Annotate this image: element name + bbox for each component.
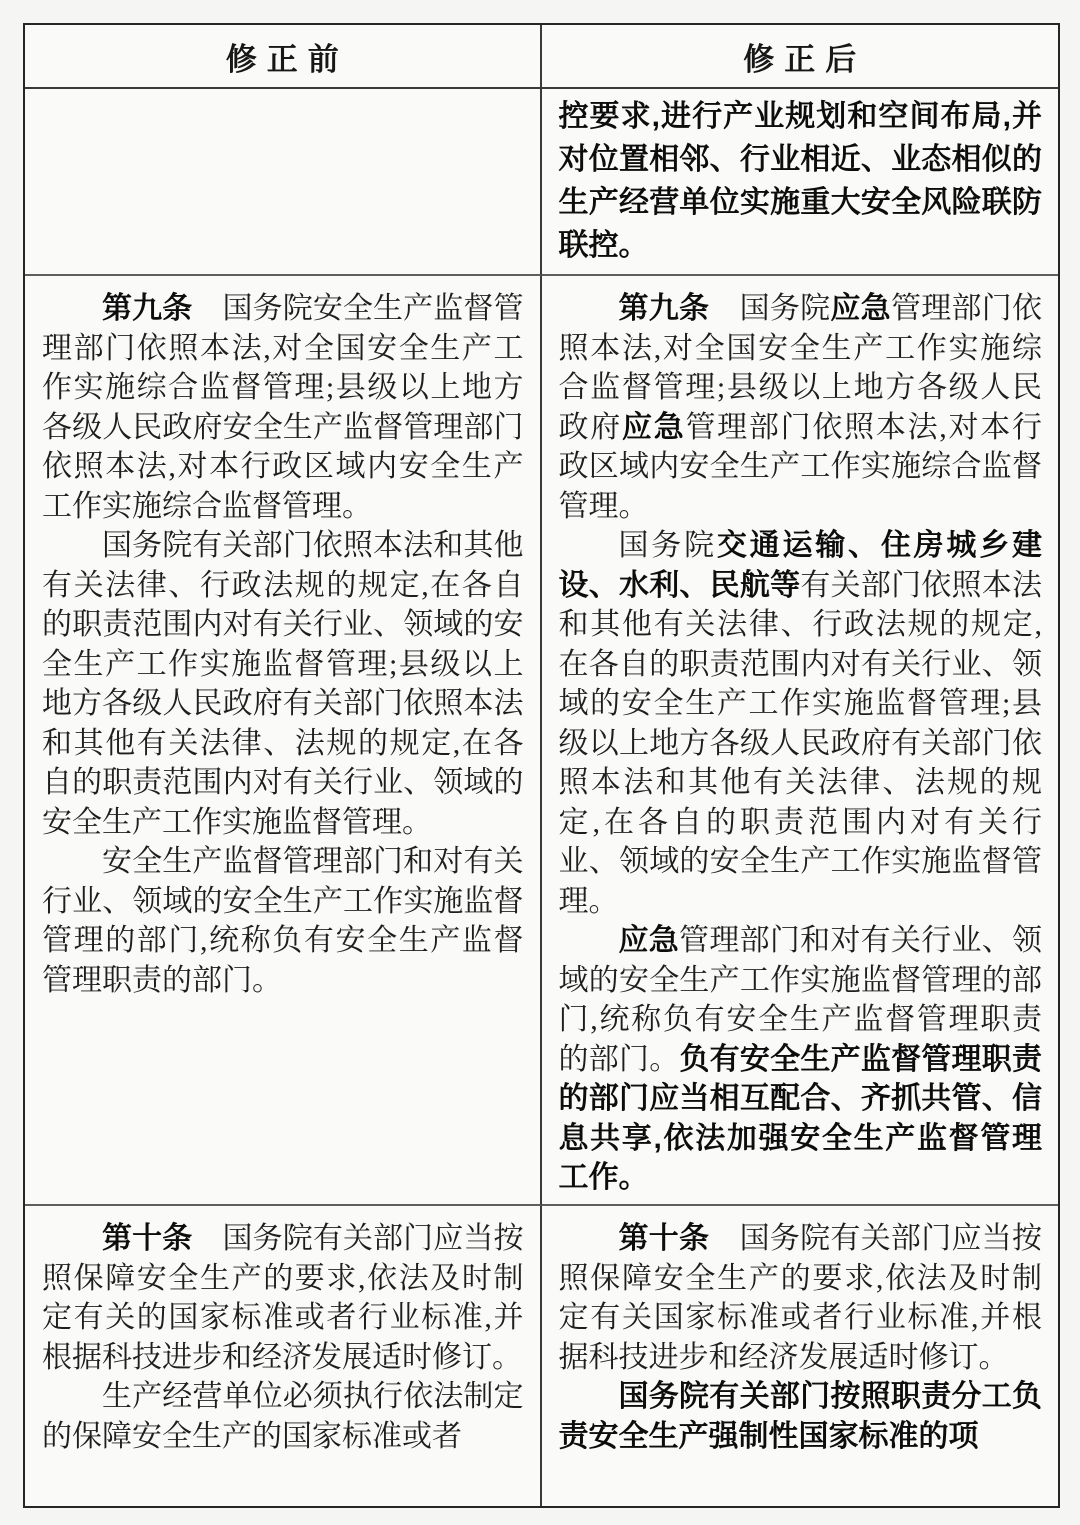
paragraph [559,921,1043,1198]
paragraph [559,526,1043,921]
emphasized-text-run: 应急 [830,292,891,325]
text-run: 国务院有关部门应当按照保障安全生产的要求,依法及时制定有关国家标准或者行业标准,并根据科技进步和经济发展适时修订。 [558,1222,1043,1374]
cell-before-row1 [25,89,542,276]
cell-before-row2 [25,276,542,1206]
text-run: 国务院有关部门依照本法和其他有关法律、行政法规的规定,在各自的职责范围内对有关行业、领域的安全生产工作实施监督管理;县级以上地方各级人民政府有关部门依照本法和其他有关法律、法规的规定,在各自的职责范围内对有关行业、领域的安全生产工作实施监督管理。 [42,529,524,839]
paragraph [42,1377,524,1456]
text-run: 国务院 [709,292,831,325]
paragraph [42,526,524,842]
text-run: 国务院有关部门应当按照保障安全生产的要求,依法及时制定有关的国家标准或者行业标准,并根据科技进步和经济发展适时修订。 [42,1222,524,1374]
emphasized-text-run: 应急 [621,410,686,444]
paragraph [42,1219,524,1377]
emphasized-text-run: 负有安全生产监督管理职责的部门应当相互配合、齐抓共管、信息共享,依法加强安全生产监督管理工作。 [558,1042,1043,1194]
comparison-table [23,23,1060,1508]
paragraph [559,95,1043,267]
text-run: 国务院安全生产监督管理部门依照本法,对全国安全生产工作实施综合监督管理;县级以上地方各级人民政府安全生产监督管理部门依照本法,对本行政区域内安全生产工作实施综合监督管理。 [42,292,524,523]
cell-before-row3 [25,1206,542,1506]
header-cell-after: 修正后 [542,25,1059,89]
emphasized-text-run: 控要求,进行产业规划和空间布局,并对位置相邻、行业相近、业态相似的生产经营单位实施重大安全风险联防联控。 [558,100,1042,262]
emphasized-text-run: 第九条 [102,292,193,325]
paragraph [42,289,524,526]
emphasized-text-run: 国务院有关部门按照职责分工负责安全生产强制性国家标准的项 [558,1380,1042,1453]
cell-after-row2 [542,276,1059,1206]
paragraph [559,289,1043,526]
emphasized-text-run: 第十条 [618,1222,710,1255]
text-run: 管理部门依照本法,对全国安全生产工作实施综合监督管理;县级以上地方各级人民政府 [558,292,1043,444]
text-run: 管理部门依照本法,对本行政区域内安全生产工作实施综合监督管理。 [558,410,1043,523]
cell-after-row1 [542,89,1059,276]
text-run: 安全生产监督管理部门和对有关行业、领域的安全生产工作实施监督管理的部门,统称负有安全生产监督管理职责的部门。 [42,845,524,997]
paragraph [559,1219,1043,1377]
paragraph [42,842,524,1000]
emphasized-text-run: 第九条 [618,292,710,325]
emphasized-text-run: 应急 [618,924,680,957]
text-run: 生产经营单位必须执行依法制定的保障安全生产的国家标准或者 [42,1380,524,1453]
paragraph [559,1377,1043,1456]
text-run: 管理部门和对有关行业、领域的安全生产工作实施监督管理的部门,统称负有安全生产监督管理职责的部门。 [558,924,1043,1076]
header-cell-before: 修正前 [25,25,542,89]
cell-after-row3 [542,1206,1059,1506]
emphasized-text-run: 第十条 [102,1222,193,1255]
text-run: 国务院 [618,529,717,562]
text-run: 有关部门依照本法和其他有关法律、行政法规的规定,在各自的职责范围内对有关行业、领域的安全生产工作实施监督管理;县级以上地方各级人民政府有关部门依照本法和其他有关法律、法规的规定,在各自的职责范围内对有关行业、领域的安全生产工作实施监督管理。 [558,568,1043,918]
emphasized-text-run: 交通运输、住房城乡建设、水利、民航等 [558,529,1042,602]
